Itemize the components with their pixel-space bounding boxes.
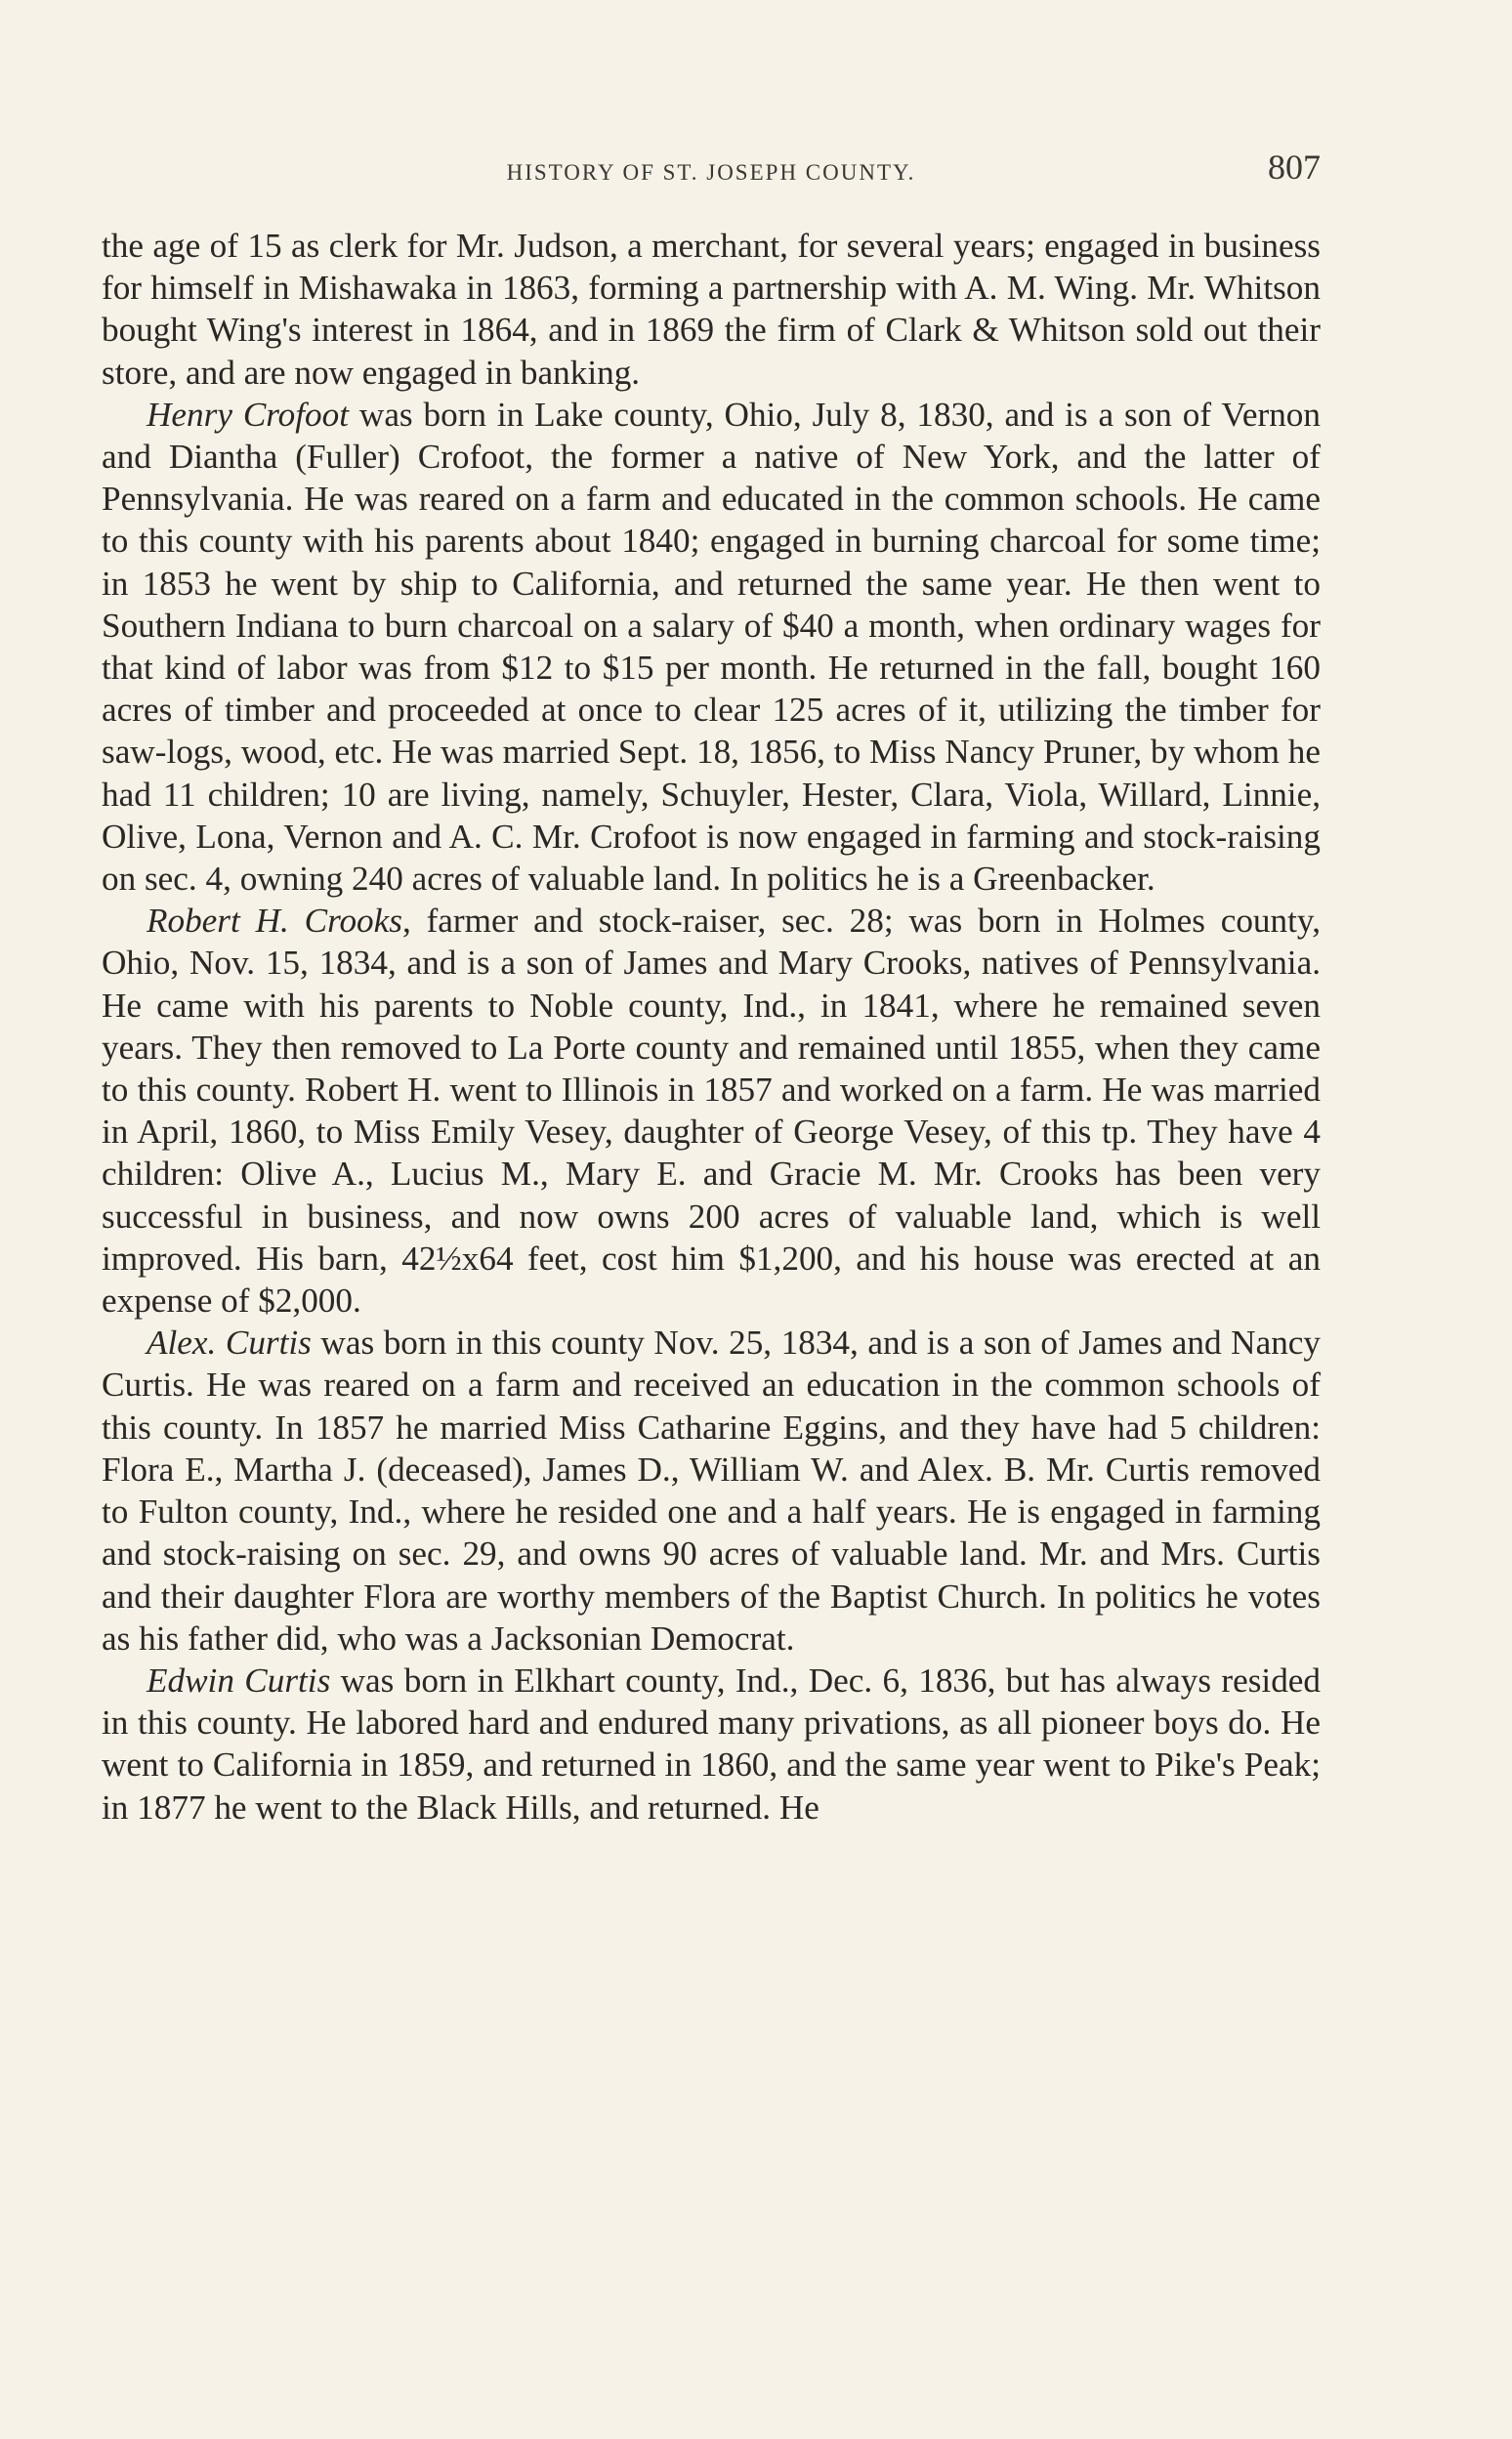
biography-robert-crooks [102, 900, 1321, 1322]
person-name: Henry Crofoot [147, 395, 350, 434]
paragraph-text: was born in Elkhart county, Ind., Dec. 6, 1836, but has always resided in this county. He labored hard and endured many privations, as all pioneer boys do. He went to California in 1859, and returned in 1860, and the same year went to Pike's Peak; in 1877 he went to the Black Hills, and returned. He [102, 1661, 1322, 1827]
page-number: 807 [1268, 147, 1321, 187]
paragraph-text: was born in this county Nov. 25, 1834, and is a son of James and Nancy Curtis. He was reared on a farm and received an education in the common schools of this county. In 1857 he married Miss Catharine Eggins, and they have had 5 children: Flora E., Martha J. (deceased), James D., William W. and Alex. B. Mr. Curtis removed to Fulton county, Ind., where he resided one and a half years. He is engaged in farming and stock-raising on sec. 29, and owns 90 acres of valuable land. Mr. and Mrs. Curtis and their daughter Flora are worthy members of the Baptist Church. In politics he votes as his father did, who was a Jacksonian Democrat. [102, 1324, 1322, 1658]
person-name: Edwin Curtis [147, 1661, 331, 1700]
biography-edwin-curtis [102, 1660, 1321, 1829]
paragraph-continuation [102, 225, 1321, 394]
paragraph-text: the age of 15 as clerk for Mr. Judson, a merchant, for several years; engaged in business for himself in Mishawaka in 1863, forming a partnership with A. M. Wing. Mr. Whitson bought Wing's interest in 1864, and in 1869 the firm of Clark & Whitson sold out their store, and are now engaged in banking. [102, 227, 1321, 392]
running-title: HISTORY OF ST. JOSEPH COUNTY. [506, 160, 916, 185]
document-page [102, 147, 1321, 1829]
biography-alex-curtis [102, 1322, 1321, 1660]
paragraph-text: , farmer and stock-raiser, sec. 28; was born in Holmes county, Ohio, Nov. 15, 1834, and is a son of James and Mary Crooks, natives of Pennsylvania. He came with his parents to Noble county, Ind., in 1841, where he remained seven years. They then removed to La Porte county and remained until 1855, when they came to this county. Robert H. went to Illinois in 1857 and worked on a farm. He was married in April, 1860, to Miss Emily Vesey, daughter of George Vesey, of this tp. They have 4 children: Olive A., Lucius M., Mary E. and Gracie M. Mr. Crooks has been very successful in business, and now owns 200 acres of valuable land, which is well improved. His barn, 42½x64 feet, cost him $1,200, and his house was erected at an expense of $2,000. [102, 902, 1321, 1321]
person-name: Alex. Curtis [147, 1324, 312, 1363]
person-name: Robert H. Crooks [147, 902, 402, 941]
running-head [102, 147, 1321, 197]
paragraph-text: was born in Lake county, Ohio, July 8, 1830, and is a son of Vernon and Diantha (Fuller) Crofoot, the former a native of New York, and the latter of Pennsylvania. He was reared on a farm and educated in the common schools. He came to this county with his parents about 1840; engaged in burning charcoal for some time; in 1853 he went by ship to California, and returned the same year. He then went to Southern Indiana to burn charcoal on a salary of $40 a month, when ordinary wages for that kind of labor was from $12 to $15 per month. He returned in the fall, bought 160 acres of timber and proceeded at once to clear 125 acres of it, utilizing the timber for saw-logs, wood, etc. He was married Sept. 18, 1856, to Miss Nancy Pruner, by whom he had 11 children; 10 are living, namely, Schuyler, Hester, Clara, Viola, Willard, Linnie, Olive, Lona, Vernon and A. C. Mr. Crofoot is now engaged in farming and stock-raising on sec. 4, owning 240 acres of valuable land. In politics he is a Greenbacker. [102, 395, 1321, 899]
body-text [102, 225, 1321, 1829]
biography-henry-crofoot [102, 394, 1321, 900]
